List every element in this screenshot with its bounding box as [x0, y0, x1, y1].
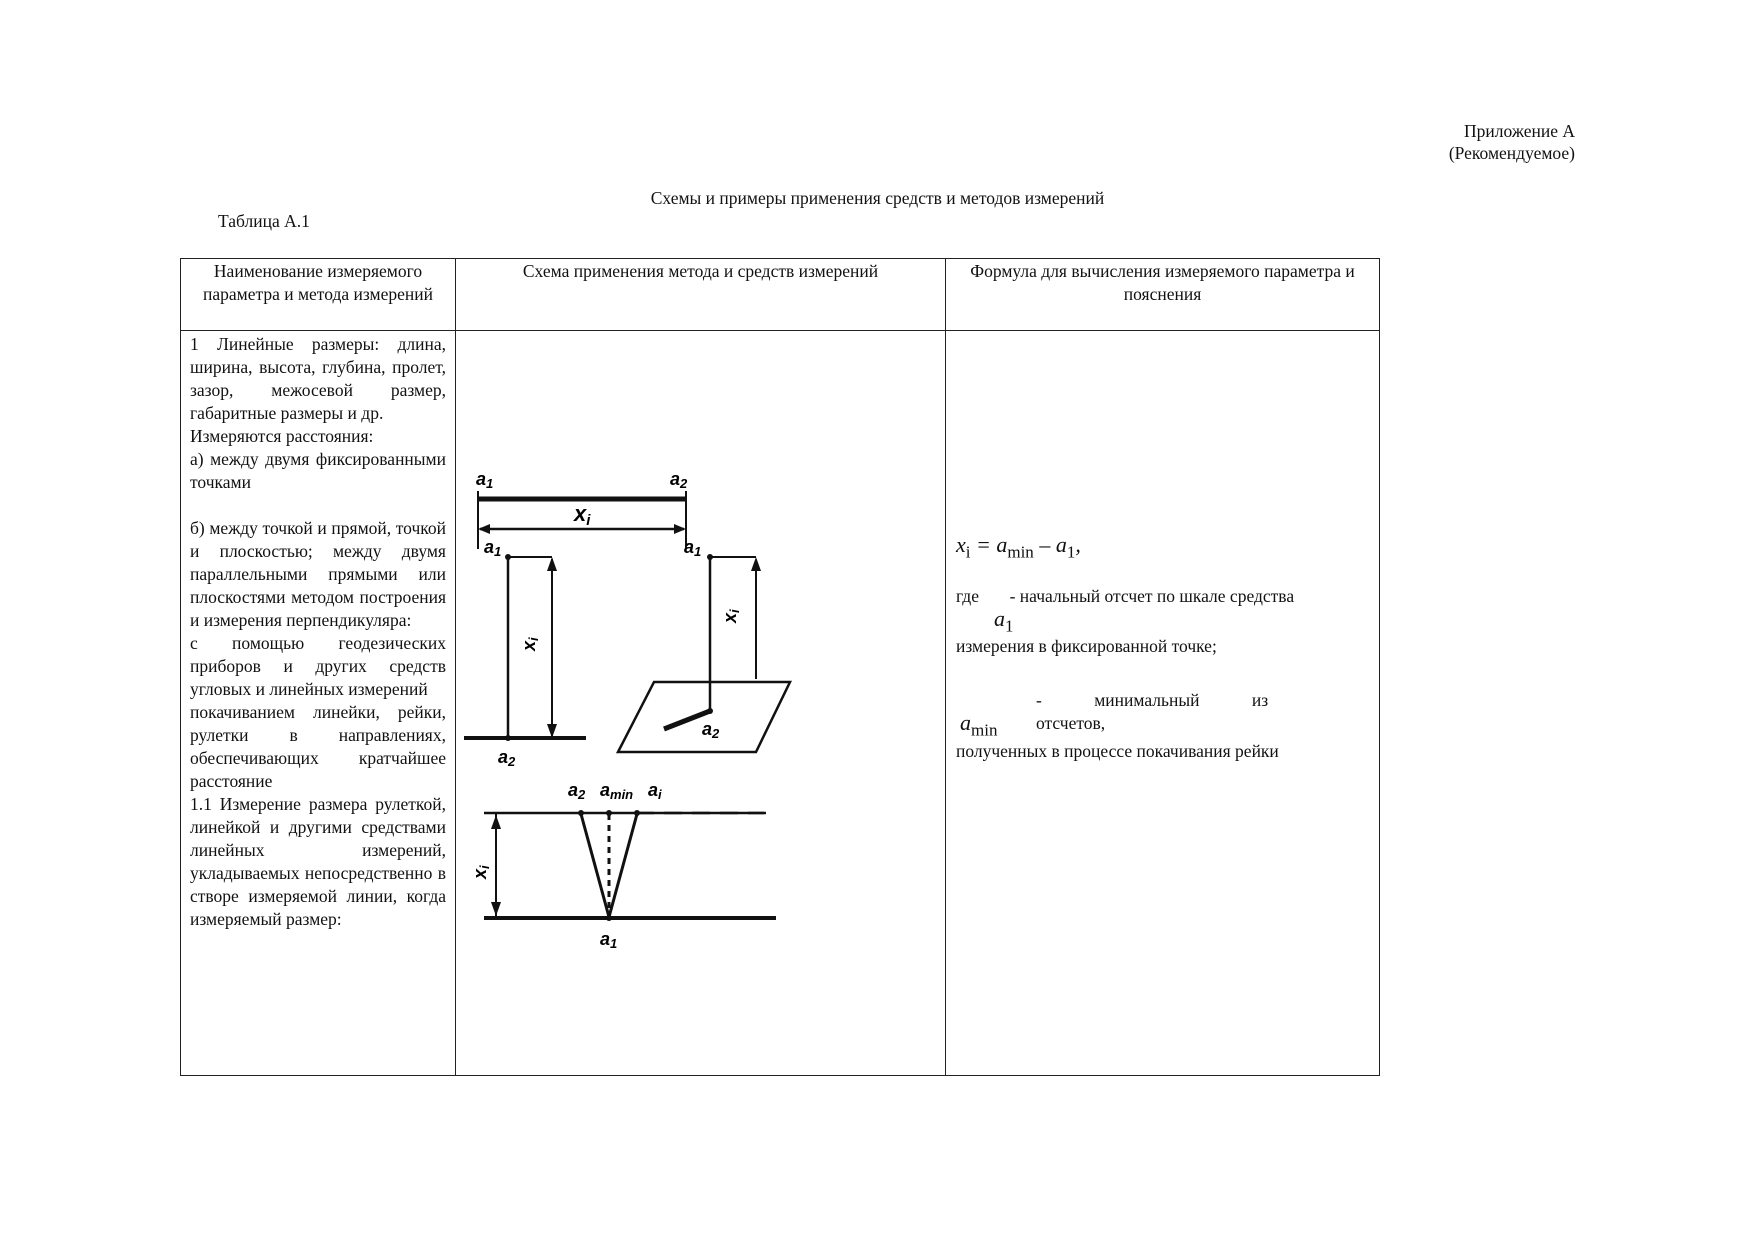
rod-position-a2: [581, 814, 609, 917]
table-number: Таблица А.1: [218, 211, 310, 231]
label-a2-line: a2: [498, 747, 516, 769]
formula-block: [946, 447, 1379, 1071]
table-header-row: [181, 259, 1380, 331]
arrowhead-up: [547, 557, 557, 571]
scheme-point-line: [464, 537, 586, 769]
label-a1-line: a1: [484, 537, 502, 559]
label-a1-plane: a1: [684, 537, 702, 559]
label-ai-rocking: ai: [648, 780, 662, 802]
header-col-parameter: Наименование измеряемого параметра и метода измерений: [181, 259, 456, 331]
measurement-table: [180, 258, 1380, 1076]
measurement-schemes-diagram: [456, 331, 946, 1071]
arrowhead-left: [478, 524, 490, 534]
table-caption: Схемы и примеры применения средств и методов измерений: [650, 188, 1105, 208]
header-col-scheme: Схема применения метода и средств измерений: [456, 259, 946, 331]
label-xi-line: xi: [519, 637, 541, 651]
arrowhead-down-rocking: [491, 902, 501, 916]
param-1-1: 1.1 Измерение размера рулеткой, линейкой и другими средствами линейных измерений, укладываемых непосредственно в створе измеряемой линии, когда измеряемый размер:: [190, 794, 446, 929]
symbol-amin: $a_{min}$: [960, 710, 998, 740]
param-linear-sizes: 1 Линейные размеры: длина, ширина, высота, глубина, пролет, зазор, межосевой размер, габаритные размеры и др.: [190, 334, 446, 423]
parameter-cell: [181, 331, 456, 1076]
amin-line: - минимальный из отсчетов,: [1036, 690, 1269, 733]
label-a2-rocking: a2: [568, 780, 586, 802]
amin-line-2: полученных в процессе покачивания рейки: [956, 741, 1279, 761]
appendix-note: (Рекомендуемое): [1448, 143, 1575, 163]
param-rocking: покачиванием линейки, рейки, рулетки в направлениях, обеспечивающих кратчайшее расстояние: [190, 702, 446, 791]
param-geodetic: с помощью геодезических приборов и других средств угловых и линейных измерений: [190, 633, 446, 699]
label-xi-top: xi: [574, 501, 591, 529]
appendix-heading: [1449, 120, 1575, 164]
appendix-title: Приложение А: [1464, 121, 1575, 141]
param-measured-distances: Измеряются расстояния:: [190, 426, 374, 446]
label-a1-top: a1: [476, 469, 494, 491]
scheme-cell: [456, 331, 946, 1076]
header-col-formula: Формула для вычисления измеряемого параметра и пояснения: [946, 259, 1380, 331]
scheme-rocking-rod: [470, 780, 776, 951]
label-xi-plane: xi: [720, 609, 742, 623]
where-line: где - начальный отсчет по шкале средства: [956, 586, 1295, 606]
arrowhead-right: [674, 524, 686, 534]
rod-position-ai: [609, 814, 637, 917]
param-case-b: б) между точкой и прямой, точкой и плоскостью; между двумя параллельными прямыми или плоскостями методом построения и измерения перпендикуляра:: [190, 518, 446, 630]
formula-cell: [946, 331, 1380, 1076]
formula-xi: $x_i = a_{min} - a_1$,: [956, 532, 1081, 562]
label-amin-rocking: amin: [600, 780, 634, 802]
scheme-point-plane: [618, 537, 790, 752]
label-a1-rocking: a1: [600, 929, 618, 951]
scheme-two-points: [476, 469, 688, 549]
param-case-a: а) между двумя фиксированными точками: [190, 449, 446, 492]
label-a2-top: a2: [670, 469, 688, 491]
table-row: [181, 331, 1380, 1076]
label-a2-plane: a2: [702, 719, 720, 741]
arrowhead-down: [547, 724, 557, 738]
symbol-a1: $a_1$: [994, 606, 1014, 636]
label-xi-rocking: xi: [470, 865, 492, 879]
arrowhead-up-rocking: [491, 815, 501, 829]
arrowhead-up-plane: [751, 557, 761, 571]
where-line-2: измерения в фиксированной точке;: [956, 636, 1217, 656]
plane: [618, 682, 790, 752]
